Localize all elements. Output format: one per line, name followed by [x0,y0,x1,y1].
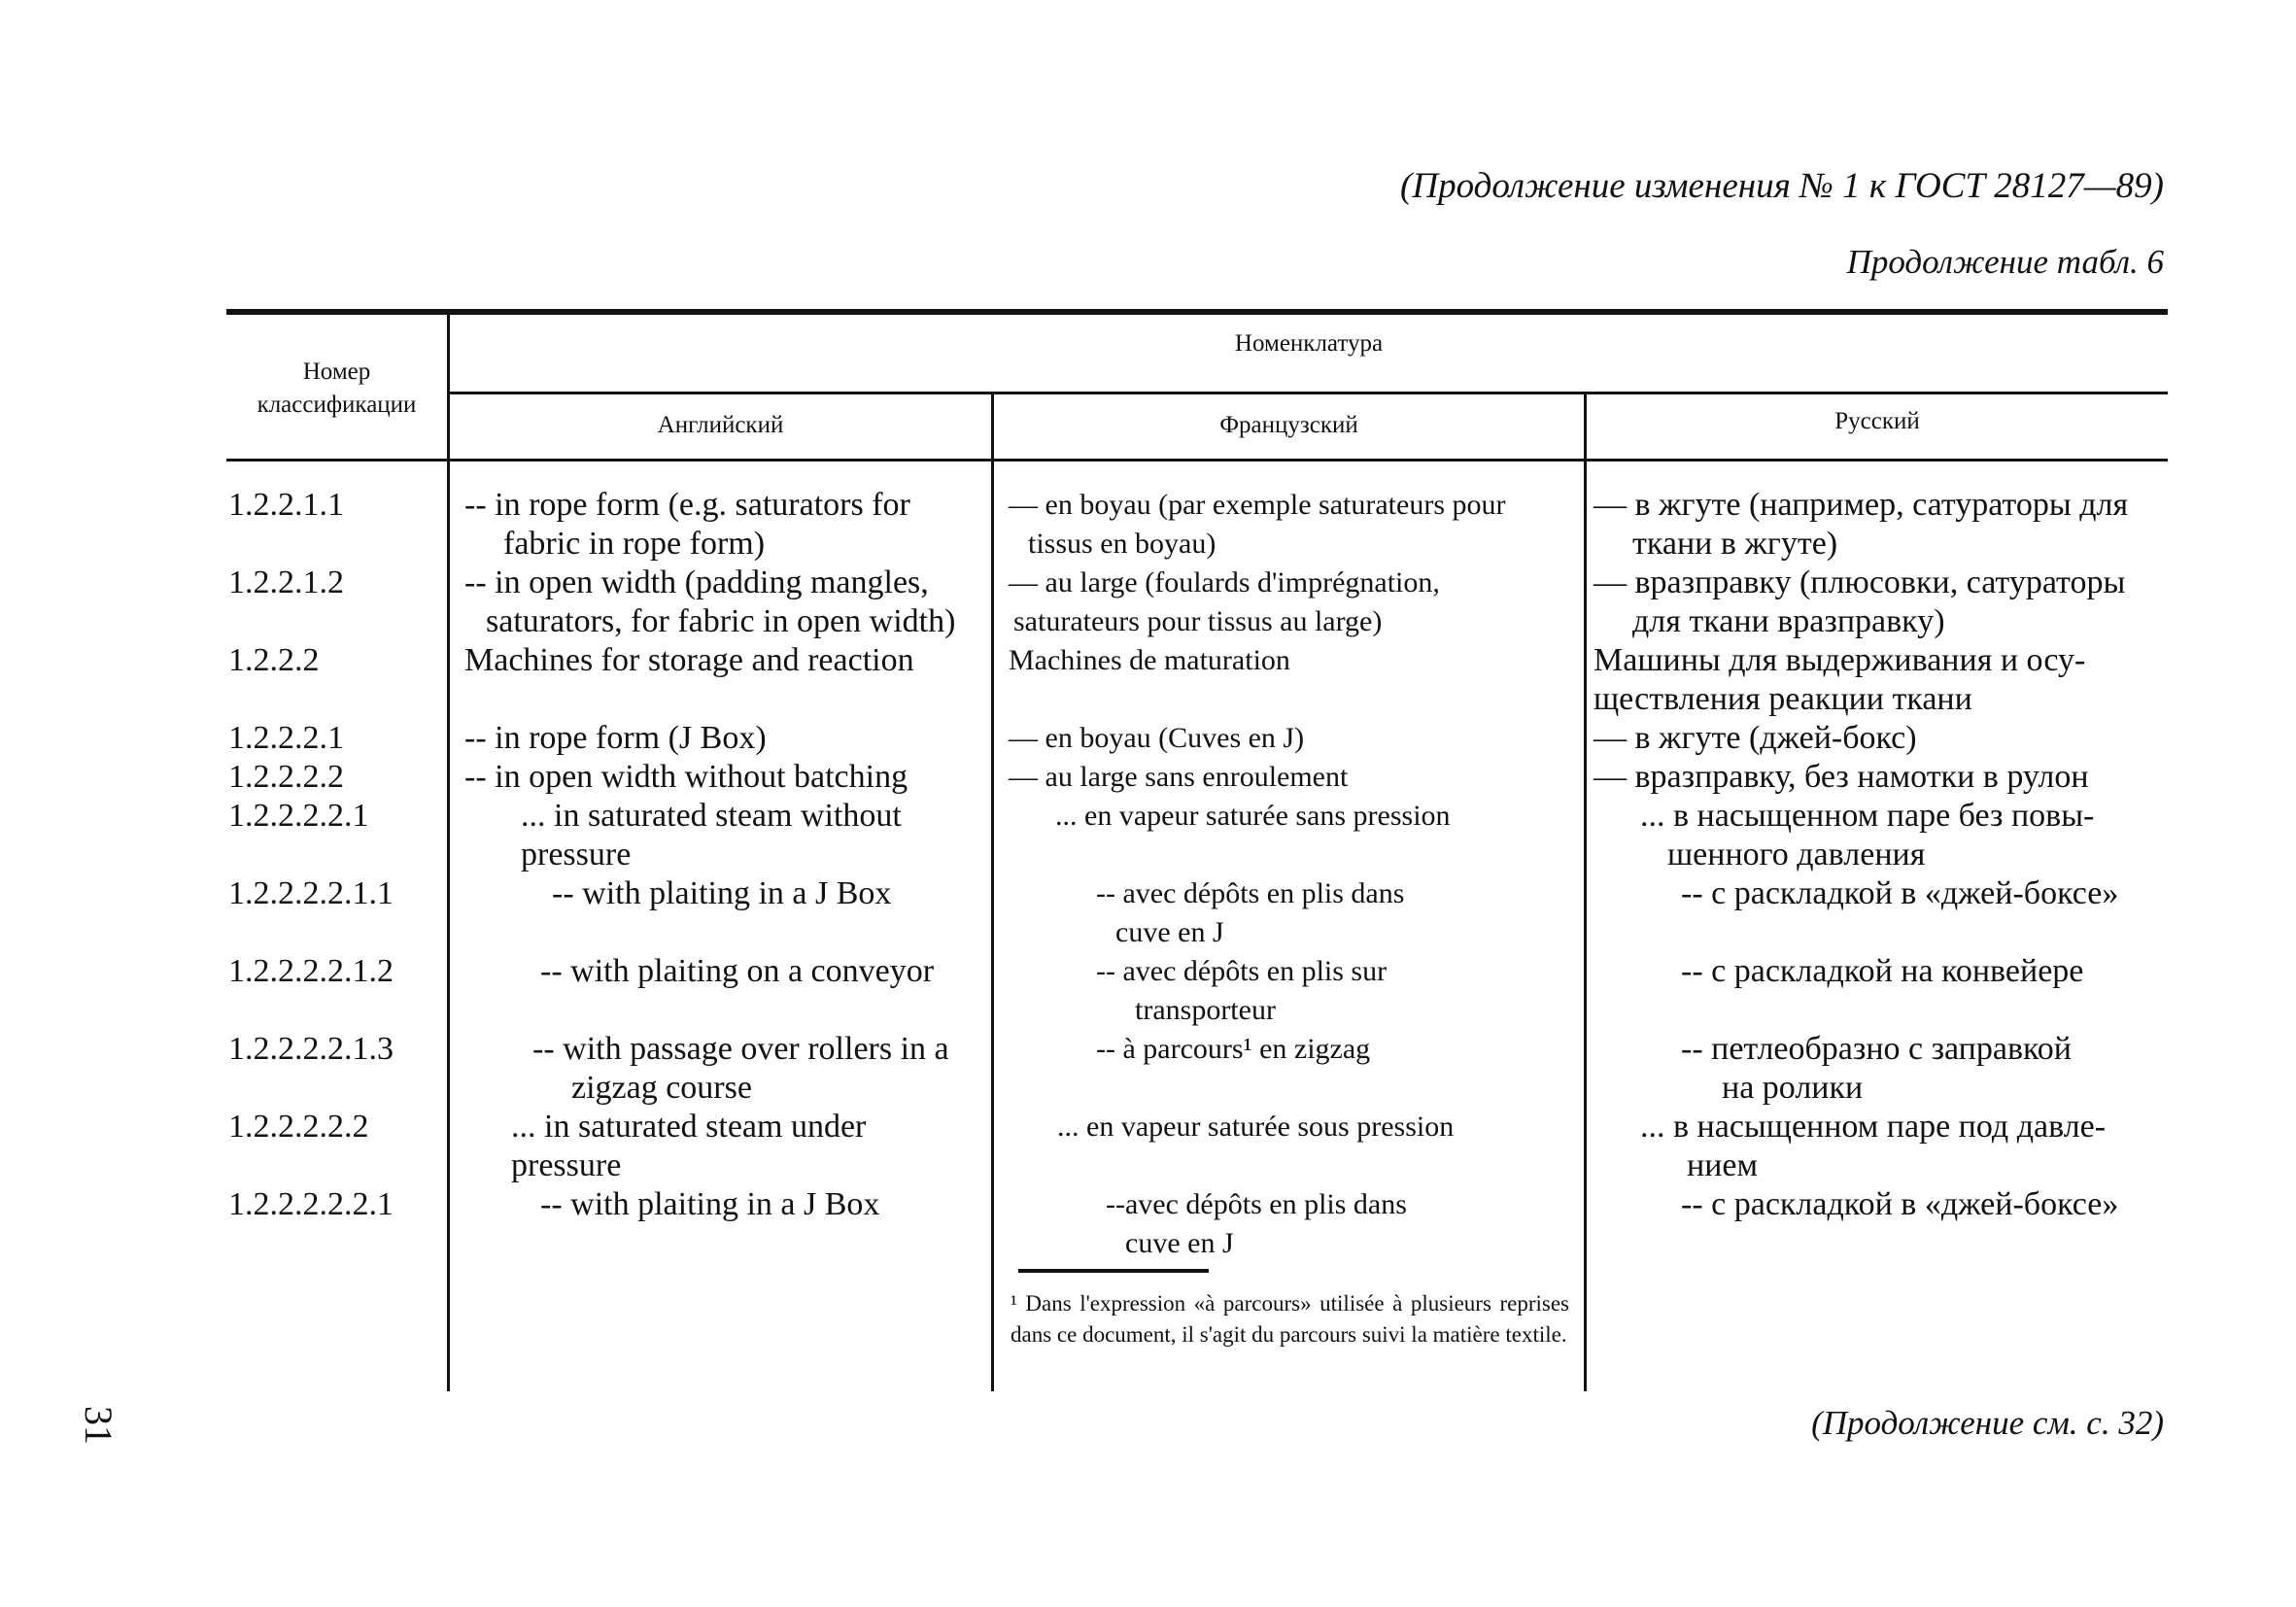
cell-line: -- à parcours¹ en zigzag [1096,1033,1371,1065]
footnote: ¹ Dans l'expression «à parcours» utilisée à plusieurs reprises dans ce document, il s'agit du parcours suivi la matière textile. [1011,1291,1569,1347]
cell-en [521,797,902,874]
header-russian: Русский [1834,408,1920,434]
cell-line: pressure [511,1147,622,1183]
cell-line: saturateurs pour tissus au large) [1013,605,1383,637]
cell-en [552,874,891,913]
cell-fr [1096,952,1387,1030]
cell-line: Machines de maturation [1009,644,1290,676]
cell-line: — au large sans enroulement [1009,761,1349,793]
cell-en [464,719,767,758]
cell-line: saturators, for fabric in open width) [486,603,956,639]
cell-line: pressure [521,837,632,872]
cell-ru [1640,797,2094,874]
cell-fr [1009,641,1290,680]
nomenclature-underline [447,392,2168,394]
cell-line: -- with plaiting on a conveyor [540,953,935,989]
cell-fr [1055,797,1451,836]
footnote-rule [1018,1269,1209,1273]
header-number: Номер классификации [257,359,417,418]
cell-line: -- with passage over rollers in a [532,1031,949,1067]
cell-en [464,564,955,641]
cell-line: -- in rope form (e.g. saturators for [464,487,910,523]
cell-line: -- петлеобразно с заправкой [1681,1031,2073,1067]
cell-ru [1681,1030,2072,1108]
cell-ru [1593,758,2089,797]
cell-line: -- avec dépôts en plis sur [1096,955,1388,987]
cell-line: cuve en J [1125,1227,1234,1259]
cell-fr [1106,1185,1407,1263]
header-nomenclature: Номенклатура [1234,330,1384,357]
cell-fr [1009,564,1440,641]
cell-line: ... en vapeur saturée sous pression [1057,1111,1455,1143]
cell-ru [1593,564,2125,641]
row-number: 1.2.2.2.2.2 [228,1109,369,1145]
cell-ru [1593,486,2128,564]
cell-line: -- in rope form (J Box) [464,720,767,756]
cell-en [532,1030,949,1108]
cell-en [464,641,914,680]
row-number: 1.2.2.2.2.1 [228,798,369,834]
cell-fr [1096,874,1404,952]
row-number: 1.2.2.2.1 [228,720,344,756]
row-number: 1.2.2.2.2 [228,759,344,795]
row-number: 1.2.2.2.2.1.3 [228,1031,394,1067]
cell-line: — en boyau (Cuves en J) [1009,722,1305,754]
cell-en [464,486,910,564]
cell-en [464,758,908,797]
cell-en [540,952,934,991]
cell-fr [1009,486,1505,564]
cell-line: на ролики [1722,1070,1864,1106]
cell-line: -- in open width without batching [464,759,908,795]
cell-line: -- avec dépôts en plis dans [1096,877,1405,909]
row-number: 1.2.2.2.2.1.1 [228,875,394,911]
cell-line: ... в насыщенном паре без повы- [1640,798,2095,834]
cell-line: fabric in rope form) [503,526,766,562]
cell-line: zigzag course [571,1070,752,1106]
row-number: 1.2.2.1.1 [228,487,344,523]
cell-line: нием [1687,1147,1758,1183]
cell-ru [1681,952,2083,991]
cell-line: cuve en J [1115,916,1224,948]
header-english: Английский [657,412,784,438]
cell-ru [1681,1185,2118,1224]
row-number: 1.2.2.2.2.2.1 [228,1186,394,1222]
continuation-note: (Продолжение изменения № 1 к ГОСТ 28127—89) [1400,166,2164,206]
cell-fr [1009,719,1304,758]
cell-line: — в жгуте (джей-бокс) [1593,720,1917,756]
cell-line: ществления реакции ткани [1593,681,1972,717]
table-top-rule [226,309,2168,315]
cell-line: --avec dépôts en plis dans [1106,1188,1407,1220]
cell-ru [1681,874,2118,913]
cell-ru [1593,719,1917,758]
cell-line: -- with plaiting in a J Box [552,875,892,911]
cell-line: transporteur [1135,994,1276,1026]
cell-line: Машины для выдерживания и осу- [1593,642,2086,678]
cell-line: — вразправку, без намотки в рулон [1593,759,2089,795]
cell-line: -- с раскладкой в «джей-боксе» [1681,875,2119,911]
continuation-next: (Продолжение см. с. 32) [1811,1404,2164,1442]
cell-line: -- in open width (padding mangles, [464,564,929,600]
col-divider-3 [1584,393,1587,1391]
cell-line: ... in saturated steam under [511,1109,867,1145]
cell-en [540,1185,879,1224]
cell-ru [1593,641,2085,719]
cell-line: tissus en boyau) [1028,528,1217,560]
cell-en [511,1108,866,1185]
cell-line: ... en vapeur saturée sans pression [1055,800,1451,832]
cell-line: ткани в жгуте) [1632,526,1838,562]
cell-line: -- с раскладкой на конвейере [1681,953,2084,989]
cell-line: -- с раскладкой в «джей-боксе» [1681,1186,2119,1222]
cell-line: — au large (foulards d'imprégnation, [1009,566,1440,598]
table-continuation-label: Продолжение табл. 6 [1846,243,2164,281]
cell-line: -- with plaiting in a J Box [540,1186,880,1222]
cell-line: — вразправку (плюсовки, сатураторы [1593,564,2126,600]
cell-line: Machines for storage and reaction [464,642,914,678]
cell-fr [1096,1030,1370,1069]
cell-line: для ткани вразправку) [1632,603,1945,639]
cell-fr [1057,1108,1454,1146]
col-divider-1 [447,313,450,1391]
cell-line: — en boyau (par exemple saturateurs pour [1009,489,1506,521]
header-bottom-rule [226,459,2168,462]
row-number: 1.2.2.2.2.1.2 [228,953,394,989]
row-number: 1.2.2.1.2 [228,564,344,600]
cell-ru [1640,1108,2106,1185]
page-number: 31 [77,1406,120,1445]
cell-line: ... в насыщенном паре под давле- [1640,1109,2107,1145]
header-french: Французский [1219,412,1358,438]
cell-line: — в жгуте (например, сатураторы для [1593,487,2129,523]
cell-line: ... in saturated steam without [521,798,902,834]
cell-fr [1009,758,1348,797]
col-divider-2 [991,393,994,1391]
cell-line: шенного давления [1667,837,1926,872]
row-number: 1.2.2.2 [228,642,320,678]
